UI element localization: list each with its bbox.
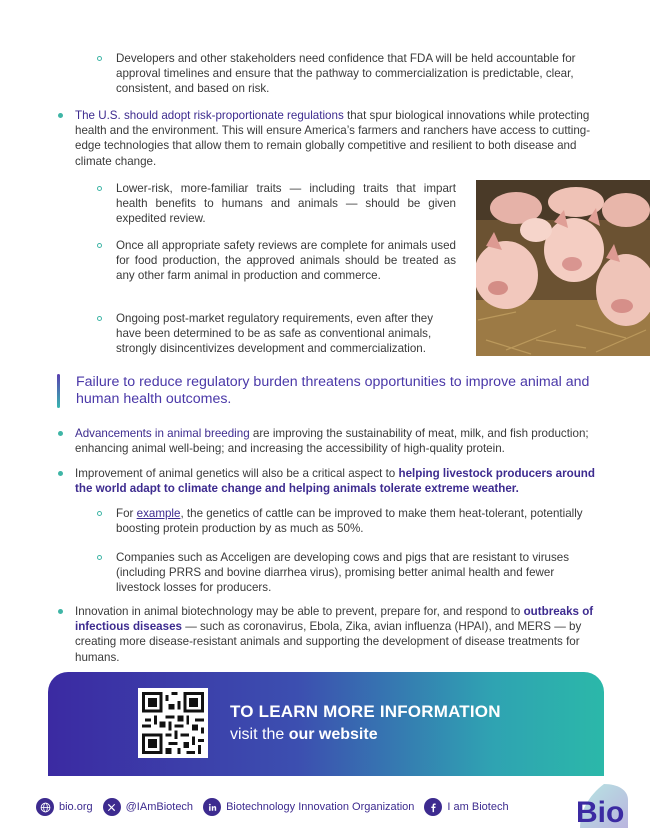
paragraph-text: , the genetics of cattle can be improved to make them heat-tolerant, potentially boosting protein production by as much as 50%. [116, 507, 583, 536]
footer-label: Biotechnology Innovation Organization [226, 801, 415, 813]
paragraph-post-market [116, 311, 456, 357]
main-bullet-marker [58, 471, 63, 476]
callout-accent-bar [57, 374, 60, 408]
sub-bullet-marker [97, 243, 102, 248]
main-bullet-marker [58, 609, 63, 614]
banner-sub-text: visit the [230, 726, 289, 743]
sub-bullet-marker [97, 316, 102, 321]
bio-logo-graphic [574, 782, 630, 828]
footer-label: bio.org [59, 801, 93, 813]
qr-code-graphic [142, 692, 204, 754]
paragraph-animal-genetics [75, 466, 601, 496]
main-bullet-marker [58, 113, 63, 118]
website-link[interactable]: our website [288, 726, 378, 743]
learn-more-banner[interactable] [48, 672, 604, 776]
sub-bullet-marker [97, 511, 102, 516]
paragraph-text: are improving the sustainability of meat, milk, and fish production; enhancing animal well-being; and increasing the accessibility of high-quality protein. [75, 427, 589, 456]
logo-text: Bio [576, 796, 625, 828]
paragraph-text: Innovation in animal biotechnology may be able to prevent, prepare for, and respond to [75, 605, 524, 618]
x-icon [103, 798, 121, 816]
paragraph-acceligen [116, 550, 600, 596]
paragraph-safety-reviews [116, 238, 456, 295]
footer-label: @IAmBiotech [125, 801, 194, 813]
banner-title: TO LEARN MORE INFORMATION [230, 702, 501, 721]
bio-logo[interactable] [574, 782, 630, 828]
paragraph-text: Improvement of animal genetics will also be a critical aspect to [75, 467, 399, 480]
pigs-photo [476, 180, 650, 356]
paragraph-text: Lower-risk, more-familiar traits — including traits that impart health benefits to humans and animals — should be given expedited review. [116, 182, 456, 226]
footer-links [36, 796, 519, 818]
sub-bullet-marker [97, 56, 102, 61]
highlight-infectious-diseases: outbreaks of infectious diseases [75, 605, 594, 634]
footer-label: I am Biotech [447, 801, 509, 813]
sub-bullet-marker [97, 186, 102, 191]
paragraph-animal-breeding [75, 426, 601, 456]
banner-subtitle[interactable] [230, 726, 378, 744]
paragraph-text: Companies such as Acceligen are developing cows and pigs that are resistant to viruses (including PRRS and bovine diarrhea virus), promising better animal health and fewer livestock losses for producers. [116, 551, 570, 595]
footer-item-website[interactable] [36, 798, 93, 816]
paragraph-cattle-example [116, 506, 600, 536]
paragraph-text: Once all appropriate safety reviews are complete for animals used for food production, the approved animals should be treated as any other farm animal in production and commerce. [116, 239, 456, 283]
footer-item-facebook[interactable] [424, 798, 508, 816]
linkedin-icon [203, 798, 221, 816]
highlight-risk-proportionate: The U.S. should adopt risk-proportionate regulations [75, 109, 344, 122]
footer-item-linkedin[interactable] [203, 798, 414, 816]
paragraph-text: Ongoing post-market regulatory requirements, even after they have been determined to be as safe as conventional animals, strongly disincentivizes development and commercialization. [116, 312, 434, 356]
pigs-image [476, 180, 650, 356]
globe-icon [36, 798, 54, 816]
paragraph-text: For [116, 507, 137, 520]
paragraph-risk-proportionate [75, 108, 601, 169]
highlight-climate-change: helping livestock producers around the world adapt to climate change and helping animals tolerate extreme weather. [75, 467, 595, 496]
main-bullet-marker [58, 431, 63, 436]
highlight-animal-breeding: Advancements in animal breeding [75, 427, 250, 440]
qr-code-icon[interactable] [138, 688, 208, 758]
sub-bullet-marker [97, 555, 102, 560]
footer-item-x[interactable] [103, 798, 193, 816]
paragraph-text: Developers and other stakeholders need confidence that FDA will be held accountable for approval timelines and ensure that the pathway to commercialization is predictable, clear, consistent, and based on risk. [116, 52, 576, 96]
callout-regulatory-burden: Failure to reduce regulatory burden threatens opportunities to improve animal and human health outcomes. [76, 374, 590, 407]
paragraph-lower-risk-traits [116, 181, 456, 227]
paragraph-infectious-diseases [75, 604, 601, 665]
paragraph-text: — such as coronavirus, Ebola, Zika, avian influenza (HPAI), and MERS — by creating more disease-resistant animals and supporting the development of disease treatments for humans. [75, 620, 582, 664]
paragraph-fda-accountability [116, 51, 600, 97]
facebook-icon [424, 798, 442, 816]
example-link[interactable]: example [136, 507, 181, 520]
paragraph-text: that spur biological innovations while protecting health and the environment. This will ensure America’s farmers and ranchers have access to cutting-edge technologies that allow them to remain globally competitive and resilient to both disease and climate change. [75, 109, 591, 168]
